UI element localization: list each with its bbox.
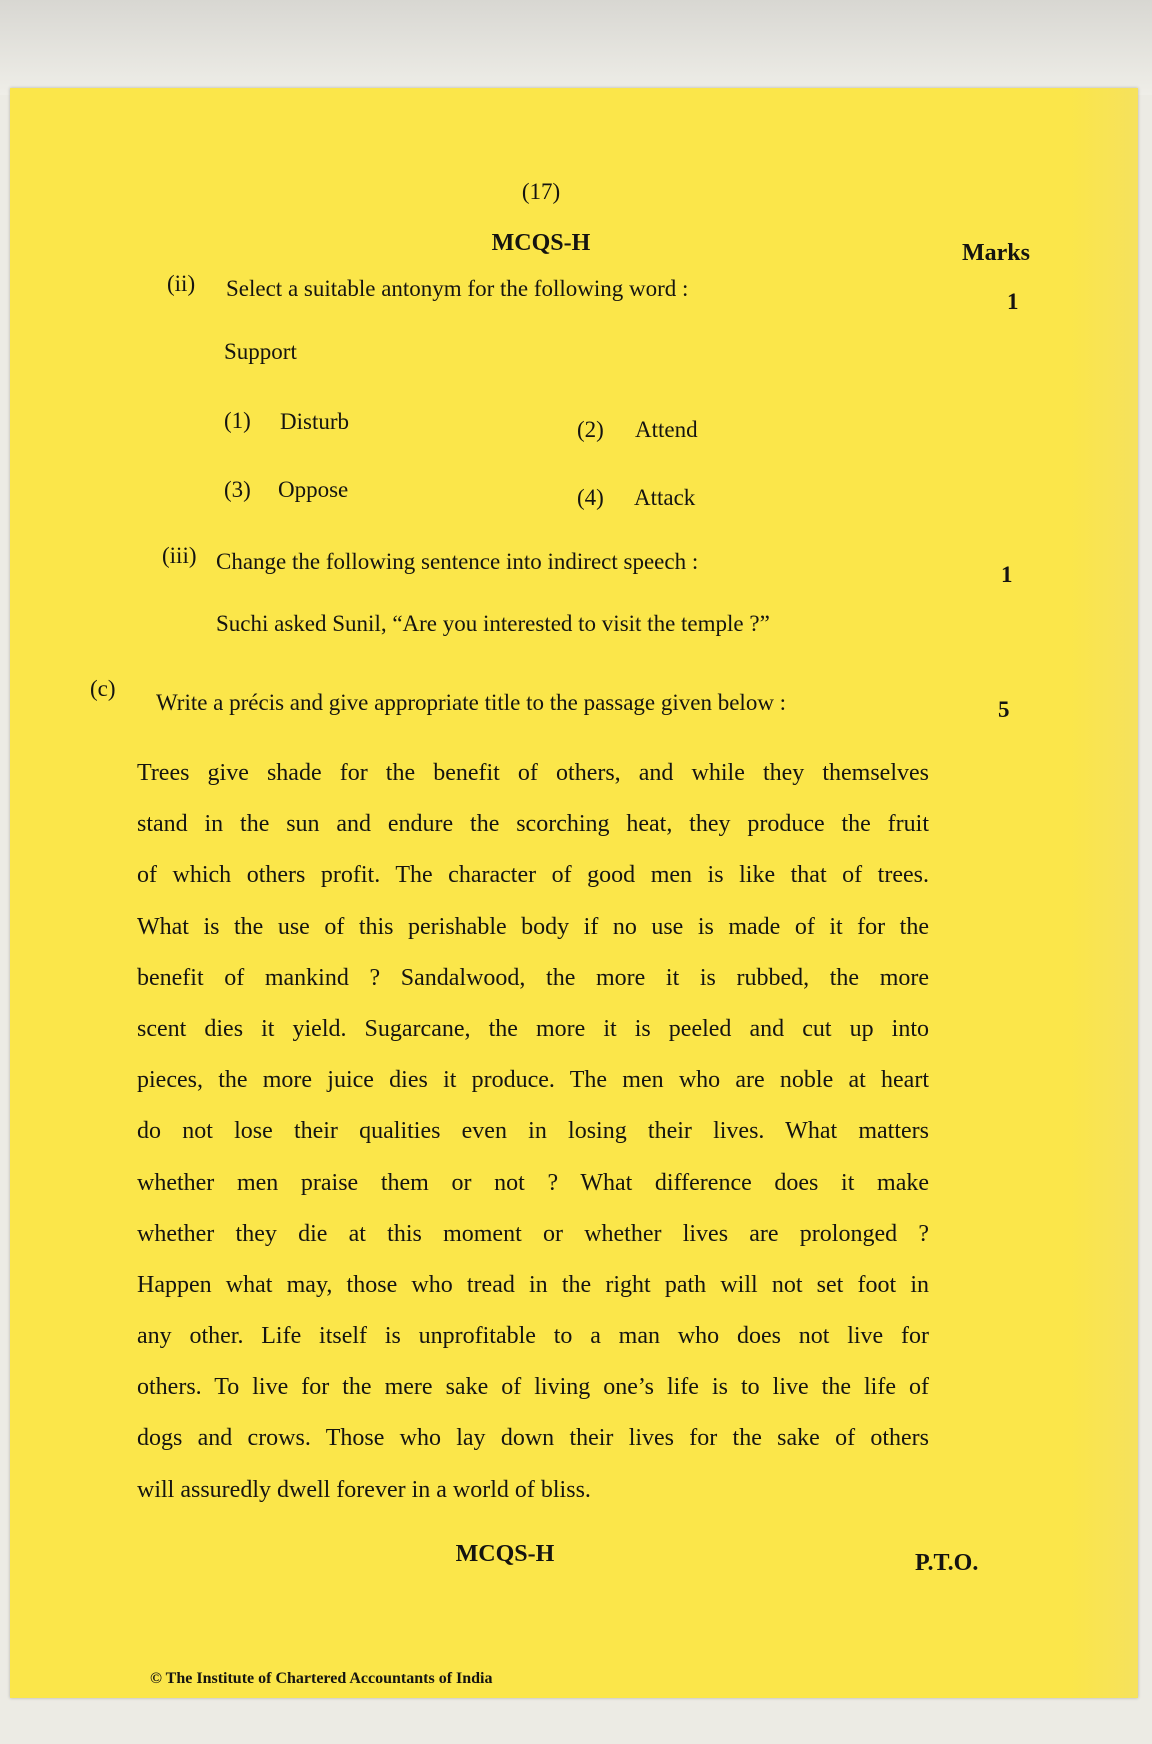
option-2-number: (2) bbox=[577, 417, 604, 442]
question-ii-marks: 1 bbox=[1007, 289, 1019, 314]
scan-top-margin bbox=[0, 0, 1152, 95]
question-c-marks: 5 bbox=[998, 697, 1010, 722]
option-4-text: Attack bbox=[634, 485, 696, 510]
footer-code: MCQS-H bbox=[455, 1541, 555, 1567]
passage-line: scent dies it yield. Sugarcane, the more it is peeled and cut up into bbox=[137, 1015, 929, 1042]
option-1-number: (1) bbox=[224, 408, 251, 433]
passage-line: others. To live for the mere sake of living one’s life is to live the life of bbox=[137, 1374, 929, 1401]
option-2-text: Attend bbox=[635, 417, 698, 442]
option-3-text: Oppose bbox=[278, 477, 349, 502]
passage-line: will assuredly dwell forever in a world of bliss. bbox=[137, 1476, 591, 1503]
question-iii-marks: 1 bbox=[1001, 562, 1013, 587]
passage-line: Trees give shade for the benefit of others, and while they themselves bbox=[137, 760, 929, 786]
passage-line: pieces, the more juice dies it produce. The men who are noble at heart bbox=[137, 1067, 929, 1094]
question-number-c: (c) bbox=[90, 676, 116, 701]
passage-line: What is the use of this perishable body if no use is made of it for the bbox=[137, 913, 929, 940]
passage-line: dogs and crows. Those who lay down their lives for the sake of others bbox=[137, 1425, 929, 1452]
question-ii-prompt: Select a suitable antonym for the following word : bbox=[226, 276, 689, 301]
option-3-number: (3) bbox=[224, 477, 251, 502]
precis-passage bbox=[137, 748, 929, 1516]
passage-line: benefit of mankind ? Sandalwood, the more it is rubbed, the more bbox=[137, 964, 929, 991]
passage-line: whether they die at this moment or whether lives are prolonged ? bbox=[137, 1220, 929, 1247]
question-ii-word: Support bbox=[224, 339, 297, 364]
question-c-prompt: Write a précis and give appropriate title to the passage given below : bbox=[156, 690, 787, 715]
passage-line: any other. Life itself is unprofitable to a man who does not live for bbox=[137, 1323, 929, 1350]
copyright-notice: © The Institute of Chartered Accountants of India bbox=[150, 1670, 493, 1687]
page-code: MCQS-H bbox=[491, 230, 591, 256]
passage-line: whether men praise them or not ? What difference does it make bbox=[137, 1169, 929, 1196]
option-4-number: (4) bbox=[577, 485, 604, 510]
page-number: (17) bbox=[521, 179, 561, 204]
passage-line: do not lose their qualities even in losing their lives. What matters bbox=[137, 1118, 929, 1145]
passage-line: of which others profit. The character of good men is like that of trees. bbox=[137, 862, 929, 889]
marks-heading: Marks bbox=[962, 240, 1030, 266]
question-number-ii: (ii) bbox=[167, 271, 196, 296]
pto-label: P.T.O. bbox=[915, 1550, 979, 1576]
option-1-text: Disturb bbox=[280, 409, 349, 434]
question-iii-sentence: Suchi asked Sunil, “Are you interested to visit the temple ?” bbox=[216, 611, 770, 636]
question-iii-prompt: Change the following sentence into indirect speech : bbox=[216, 549, 699, 574]
passage-line: stand in the sun and endure the scorching heat, they produce the fruit bbox=[137, 811, 929, 838]
passage-line: Happen what may, those who tread in the right path will not set foot in bbox=[137, 1271, 929, 1298]
question-number-iii: (iii) bbox=[162, 543, 197, 568]
